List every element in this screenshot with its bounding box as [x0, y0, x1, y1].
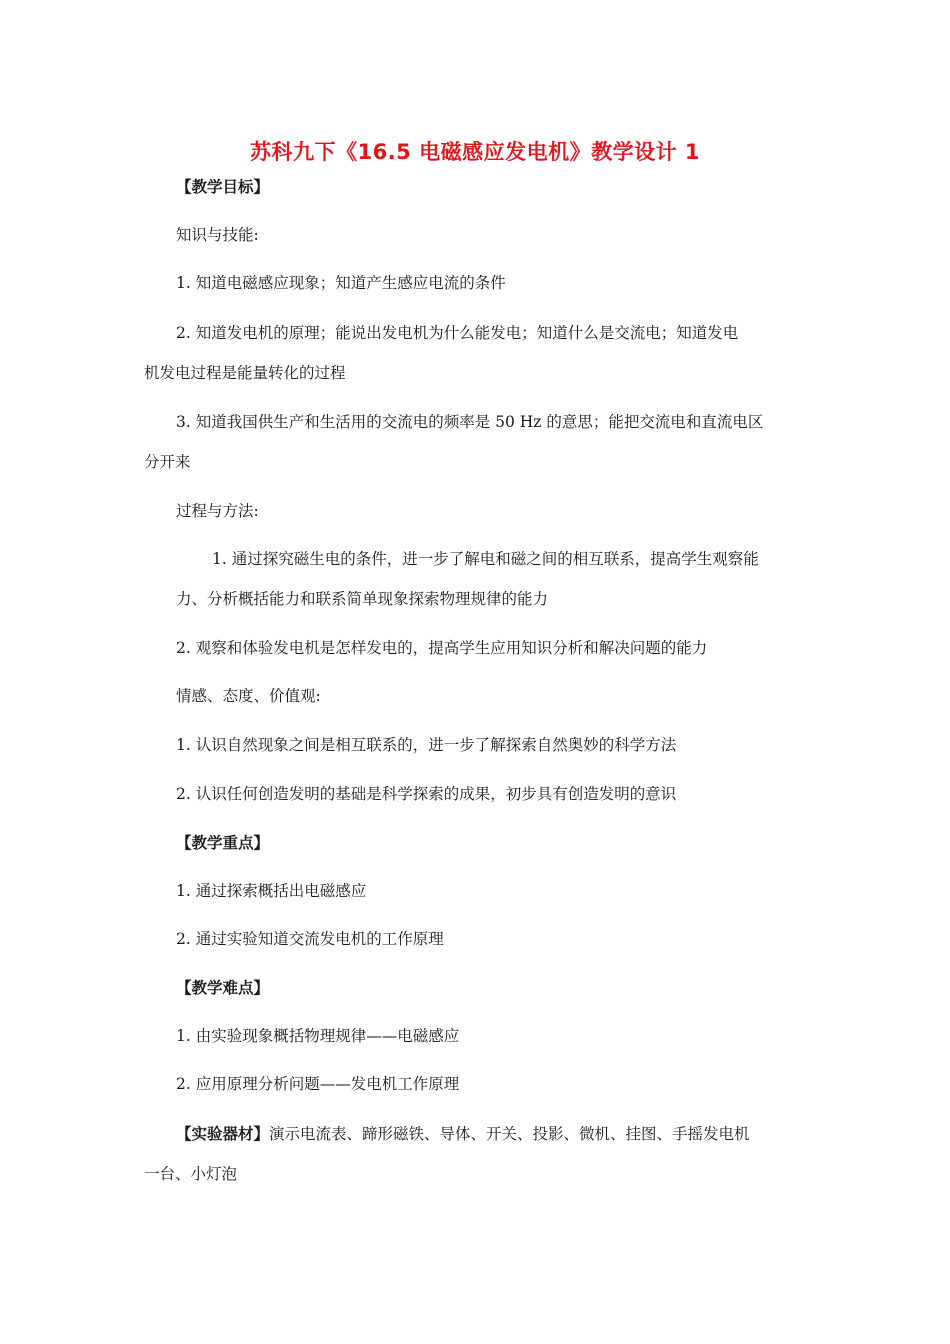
difficulty-item-2: 2. 应用原理分析问题——发电机工作原理 [176, 1075, 460, 1093]
equipment-heading: 【实验器材】 [176, 1125, 270, 1143]
knowledge-heading: 知识与技能: [176, 226, 259, 244]
knowledge-item-2: 2. 知道发电机的原理；能说出发电机为什么能发电；知道什么是交流电；知道发电 [176, 324, 739, 342]
knowledge-item-1: 1. 知道电磁感应现象；知道产生感应电流的条件 [176, 274, 506, 292]
knowledge-item-3: 3. 知道我国供生产和生活用的交流电的频率是 50 Hz 的意思；能把交流电和直流电区 [176, 413, 764, 431]
emotion-item-1: 1. 认识自然现象之间是相互联系的，进一步了解探索自然奥妙的科学方法 [176, 736, 677, 754]
document-title: 苏科九下《16.5 电磁感应发电机》教学设计 1 [249, 140, 701, 164]
knowledge-item-3-cont: 分开来 [144, 453, 191, 471]
emotion-heading: 情感、态度、价值观: [176, 687, 321, 705]
process-item-1: 1. 通过探究磁生电的条件，进一步了解电和磁之间的相互联系，提高学生观察能 [212, 550, 759, 568]
knowledge-item-2-cont: 机发电过程是能量转化的过程 [144, 364, 346, 382]
process-item-1-cont: 力、分析概括能力和联系简单现象探索物理规律的能力 [176, 590, 549, 608]
difficulty-item-1: 1. 由实验现象概括物理规律——电磁感应 [176, 1027, 460, 1045]
difficulties-heading: 【教学难点】 [176, 979, 270, 997]
key-point-item-2: 2. 通过实验知道交流发电机的工作原理 [176, 930, 444, 948]
equipment-text-cont: 一台、小灯泡 [144, 1165, 238, 1183]
equipment-line [176, 1123, 750, 1145]
key-points-heading: 【教学重点】 [176, 834, 270, 852]
process-item-2: 2. 观察和体验发电机是怎样发电的，提高学生应用知识分析和解决问题的能力 [176, 639, 708, 657]
equipment-text: 演示电流表、蹄形磁铁、导体、开关、投影、微机、挂图、手摇发电机 [269, 1125, 750, 1143]
objectives-heading: 【教学目标】 [176, 178, 270, 196]
key-point-item-1: 1. 通过探索概括出电磁感应 [176, 882, 367, 900]
emotion-item-2: 2. 认识任何创造发明的基础是科学探索的成果，初步具有创造发明的意识 [176, 785, 677, 803]
process-heading: 过程与方法: [176, 502, 259, 520]
